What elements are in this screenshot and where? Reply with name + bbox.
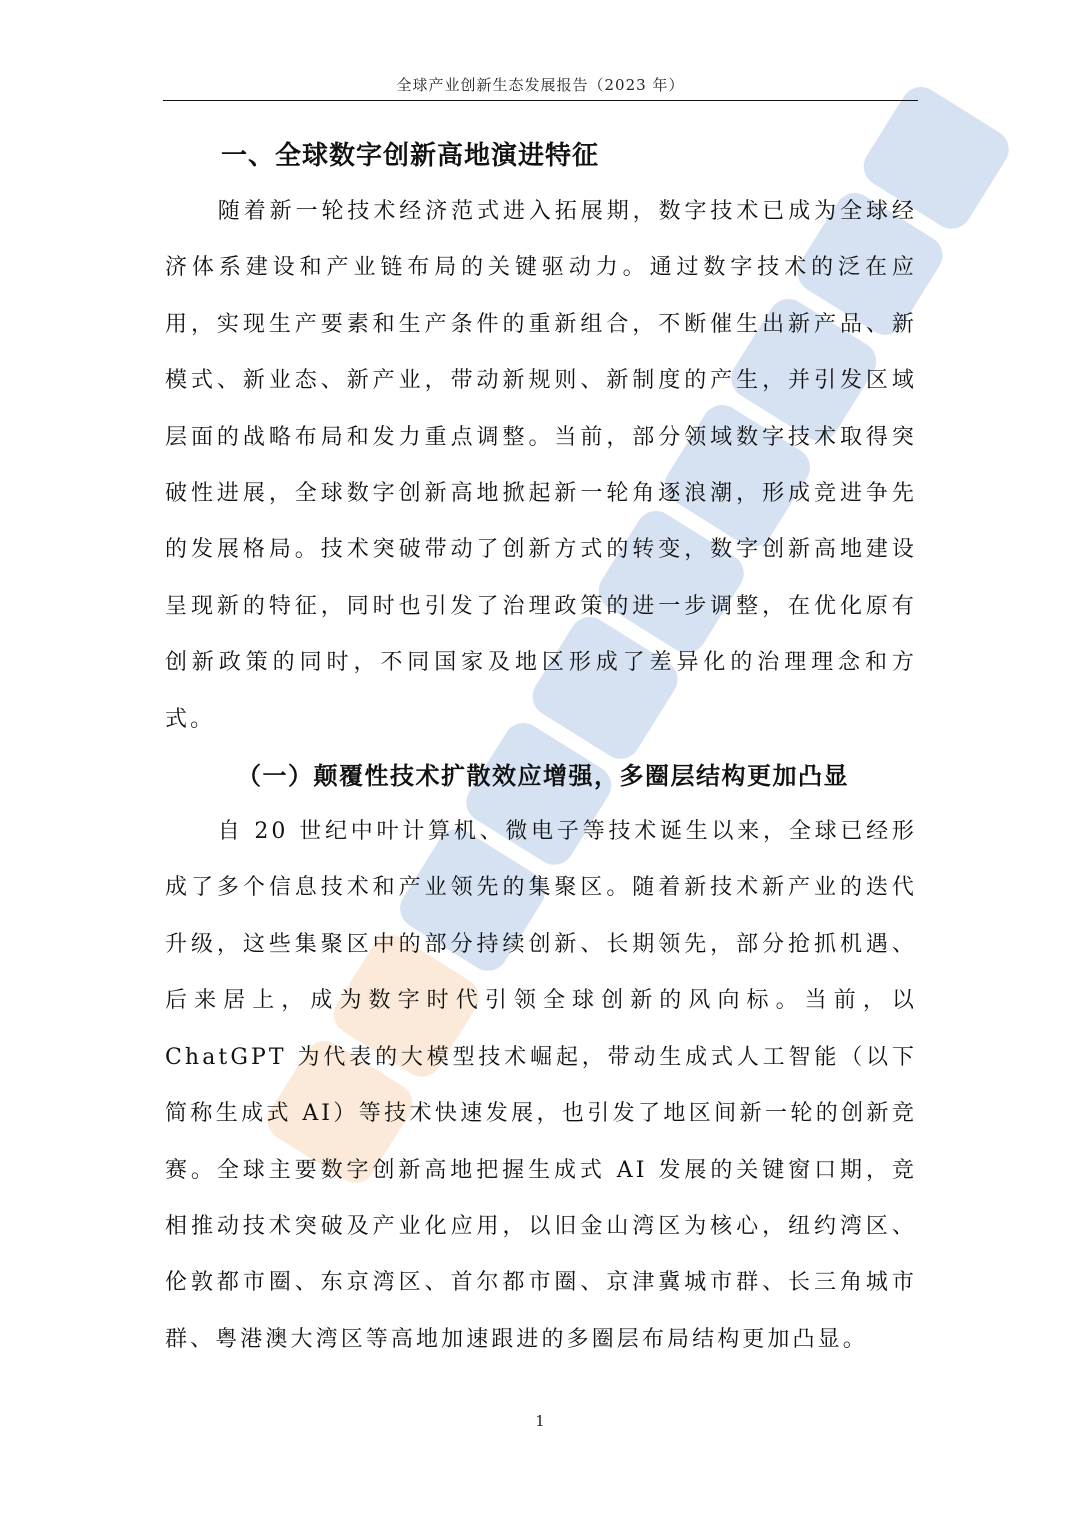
running-header: 全球产业创新生态发展报告（2023 年） [396,76,685,94]
page-number: 1 [535,1412,545,1430]
section-paragraph: 随着新一轮技术经济范式进入拓展期，数字技术已成为全球经济体系建设和产业链布局的关键驱动力。通过数字技术的泛在应用，实现生产要素和生产条件的重新组合，不断催生出新产品、新模式、新业态、新产业，带动新规则、新制度的产生，并引发区域层面的战略布局和发力重点调整。当前，部分领域数字技术取得突破性进展，全球数字创新高地掀起新一轮角逐浪潮，形成竞进争先的发展格局。技术突破带动了创新方式的转变，数字创新高地建设呈现新的特征，同时也引发了治理政策的进一步调整，在优化原有创新政策的同时，不同国家及地区形成了差异化的治理理念和方式。 [165,199,917,732]
header-divider [163,100,918,101]
subsection-heading: （一）颠覆性技术扩散效应增强，多圈层结构更加凸显 [237,762,849,791]
section-heading: 一、全球数字创新高地演进特征 [221,141,600,171]
document-body [165,128,917,1368]
subsection-paragraph: 自 20 世纪中叶计算机、微电子等技术诞生以来，全球已经形成了多个信息技术和产业领先的集聚区。随着新技术新产业的迭代升级，这些集聚区中的部分持续创新、长期领先，部分抢抓机遇、后来居上，成为数字时代引领全球创新的风向标。当前，以 ChatGPT 为代表的大模型技术崛起，带动生成式人工智能（以下简称生成式 AI）等技术快速发展，也引发了地区间新一轮的创新竞赛。全球主要数字创新高地把握生成式 AI 发展的关键窗口期，竞相推动技术突破及产业化应用，以旧金山湾区为核心，纽约湾区、伦敦都市圈、东京湾区、首尔都市圈、京津冀城市群、长三角城市群、粤港澳大湾区等高地加速跟进的多圈层布局结构更加凸显。 [165,819,917,1352]
